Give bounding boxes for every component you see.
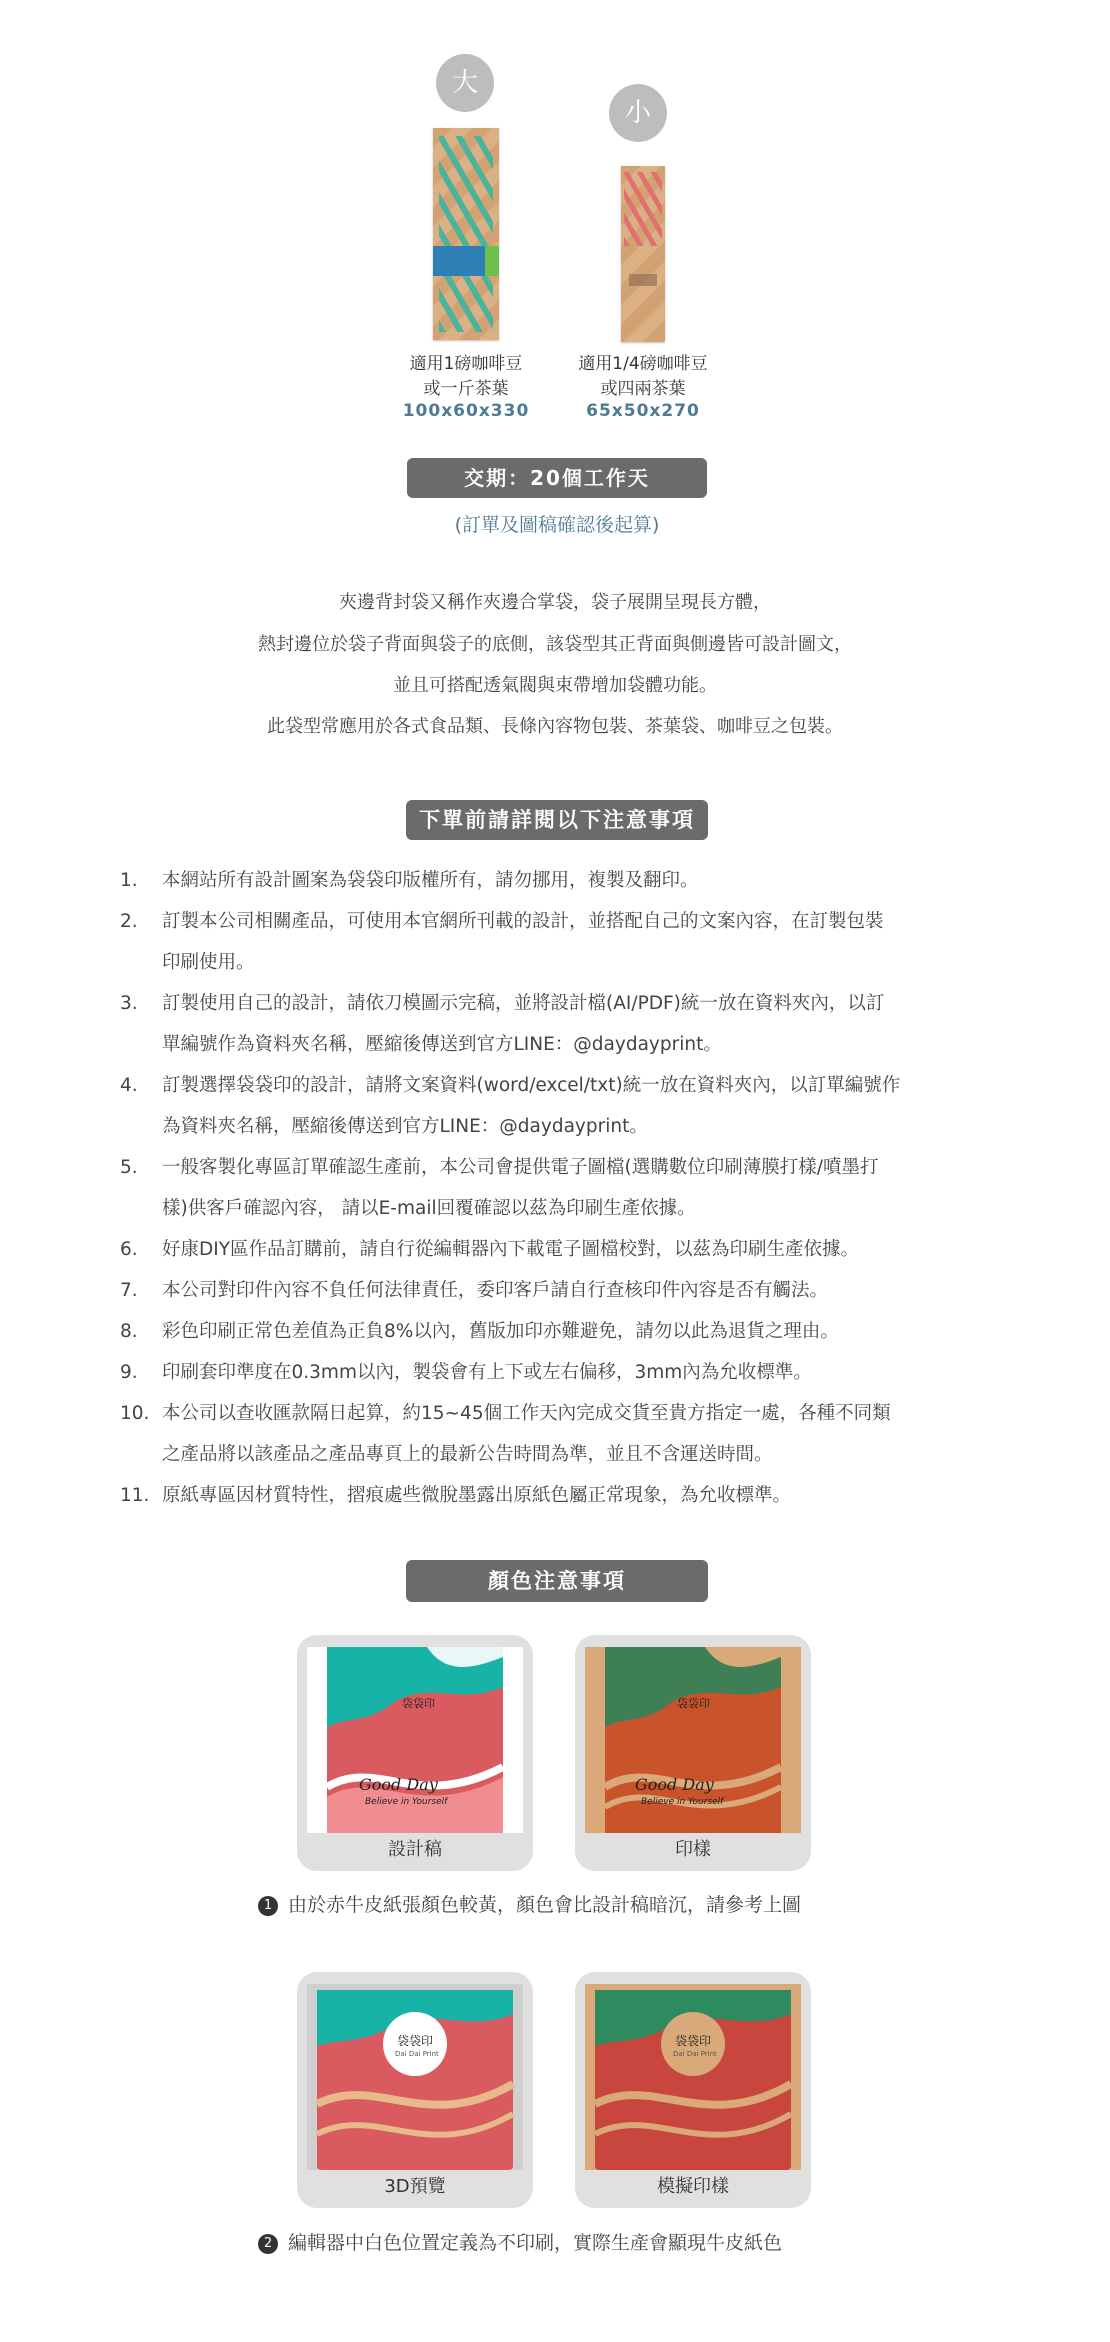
- note-number: 5.: [120, 1157, 138, 1178]
- print-sample-logo: 袋袋印: [677, 1697, 710, 1710]
- simulated-print-card: [575, 1972, 811, 2208]
- delivery-time-note: (訂單及圖稿確認後起算): [454, 514, 660, 536]
- simulated-print-logo: 袋袋印: [675, 2034, 712, 2048]
- 3d-preview-logo-sub: Dai Dai Print: [395, 2050, 439, 2058]
- number-2-icon: 2: [258, 2234, 278, 2254]
- small-bag-image: [621, 166, 665, 342]
- simulated-print-logo-sub: Dai Dai Print: [673, 2050, 717, 2058]
- description-line-1: 夾邊背封袋又稱作夾邊合掌袋，袋子展開呈現長方體，: [339, 592, 771, 613]
- small-size-dimensions: 65x50x270: [586, 401, 700, 421]
- note-text: 訂製選擇袋袋印的設計，請將文案資料(word/excel/txt)統一放在資料夾內，以訂單編號作 為資料夾名稱，壓縮後傳送到官方LINE：@daydayprint。: [162, 1075, 901, 1137]
- note-number: 2.: [120, 911, 138, 932]
- large-size-dimensions: 100x60x330: [402, 401, 530, 421]
- note-item: [120, 983, 1000, 1065]
- large-size-use-line1: 適用1磅咖啡豆: [409, 354, 523, 374]
- small-size-use-line1: 適用1/4磅咖啡豆: [578, 354, 708, 374]
- print-sample-card: [575, 1635, 811, 1871]
- note-number: 7.: [120, 1280, 138, 1301]
- 3d-preview-logo: 袋袋印: [397, 2034, 434, 2048]
- large-size-use-line2: 或一斤茶葉: [423, 379, 509, 399]
- note-item: [120, 1147, 1000, 1229]
- note-number: 11.: [120, 1485, 150, 1506]
- note-item: [120, 1311, 1000, 1352]
- delivery-time-badge: 交期：20個工作天: [407, 458, 707, 498]
- note-number: 6.: [120, 1239, 138, 1260]
- note-text: 訂製使用自己的設計，請依刀模圖示完稿，並將設計檔(AI/PDF)統一放在資料夾內，以訂 單編號作為資料夾名稱，壓縮後傳送到官方LINE：@daydayprint。: [162, 993, 885, 1055]
- notes-heading: 下單前請詳閱以下注意事項: [406, 800, 708, 840]
- design-draft-bag-subtext: Believe in Yourself: [365, 1797, 448, 1807]
- note-number: 3.: [120, 993, 138, 1014]
- note-item: [120, 1475, 1000, 1516]
- note-item: [120, 1393, 1000, 1475]
- note-text: 訂製本公司相關產品，可使用本官網所刊載的設計，並搭配自己的文案內容，在訂製包裝 印刷使用。: [162, 911, 884, 973]
- small-bag-label: [629, 274, 657, 286]
- size-badge-large: 大: [436, 54, 494, 112]
- note-item: [120, 1229, 1000, 1270]
- note-number: 8.: [120, 1321, 138, 1342]
- note-item: [120, 1352, 1000, 1393]
- color-notes-heading: 顏色注意事項: [406, 1560, 708, 1602]
- simulated-print-label: 模擬印樣: [657, 2176, 729, 2197]
- note-number: 4.: [120, 1075, 138, 1096]
- note-text: 好康DIY區作品訂購前，請自行從編輯器內下載電子圖檔校對，以茲為印刷生產依據。: [162, 1239, 860, 1260]
- 3d-preview-label: 3D預覽: [384, 2176, 446, 2197]
- description-line-3: 並且可搭配透氣閥與束帶增加袋體功能。: [393, 675, 717, 696]
- print-sample-label: 印樣: [675, 1839, 711, 1860]
- large-bag-label-band: [433, 246, 499, 276]
- note-item: [120, 860, 1000, 901]
- design-draft-card: [297, 1635, 533, 1871]
- note-text: 原紙專區因材質特性，摺痕處些微脫墨露出原紙色屬正常現象，為允收標準。: [162, 1485, 792, 1506]
- note-item: [120, 1270, 1000, 1311]
- size-badge-small: 小: [609, 84, 667, 142]
- print-sample-bag-image: [585, 1647, 801, 1833]
- note-text: 印刷套印準度在0.3mm以內，製袋會有上下或左右偏移，3mm內為允收標準。: [162, 1362, 812, 1383]
- design-draft-label: 設計稿: [388, 1839, 442, 1860]
- 3d-preview-card: [297, 1972, 533, 2208]
- number-1-icon: 1: [258, 1896, 278, 1916]
- note-number: 1.: [120, 870, 138, 891]
- large-bag-image: [433, 128, 499, 340]
- note-number: 9.: [120, 1362, 138, 1383]
- simulated-print-artwork: [585, 1984, 801, 2170]
- color-note-2: 2 編輯器中白色位置定義為不印刷，實際生產會顯現牛皮紙色: [258, 2228, 782, 2255]
- 3d-preview-artwork: [307, 1984, 523, 2170]
- design-draft-bag-text: Good Day: [359, 1775, 438, 1794]
- description-line-2: 熱封邊位於袋子背面與袋子的底側，該袋型其正背面與側邊皆可設計圖文，: [258, 634, 852, 655]
- note-text: 本網站所有設計圖案為袋袋印版權所有，請勿挪用，複製及翻印。: [162, 870, 699, 891]
- print-sample-bag-subtext: Believe in Yourself: [641, 1797, 724, 1807]
- note-text: 彩色印刷正常色差值為正負8%以內，舊版加印亦難避免，請勿以此為退貨之理由。: [162, 1321, 839, 1342]
- simulated-print-bag-image: [585, 1984, 801, 2170]
- note-number: 10.: [120, 1403, 150, 1424]
- note-text: 本公司對印件內容不負任何法律責任，委印客戶請自行查核印件內容是否有觸法。: [162, 1280, 829, 1301]
- note-item: [120, 901, 1000, 983]
- color-note-1: 1 由於赤牛皮紙張顏色較黃，顏色會比設計稿暗沉，請參考上圖: [258, 1890, 801, 1917]
- description-line-4: 此袋型常應用於各式食品類、長條內容物包裝、茶葉袋、咖啡豆之包裝。: [267, 716, 843, 737]
- note-text: 一般客製化專區訂單確認生產前，本公司會提供電子圖檔(選購數位印刷薄膜打樣/噴墨打 樣)供客戶確認內容， 請以E-mail回覆確認以茲為印刷生產依據。: [162, 1157, 879, 1219]
- note-item: [120, 1065, 1000, 1147]
- note-text: 本公司以查收匯款隔日起算，約15~45個工作天內完成交貨至貴方指定一處，各種不同類 之產品將以該產品之產品專頁上的最新公告時間為準，並且不含運送時間。: [162, 1403, 891, 1465]
- small-size-use-line2: 或四兩茶葉: [600, 379, 686, 399]
- design-draft-logo: 袋袋印: [402, 1697, 435, 1710]
- 3d-preview-bag-image: [307, 1984, 523, 2170]
- design-draft-bag-image: [307, 1647, 523, 1833]
- print-sample-bag-text: Good Day: [635, 1775, 714, 1794]
- notes-list: [120, 860, 1000, 1516]
